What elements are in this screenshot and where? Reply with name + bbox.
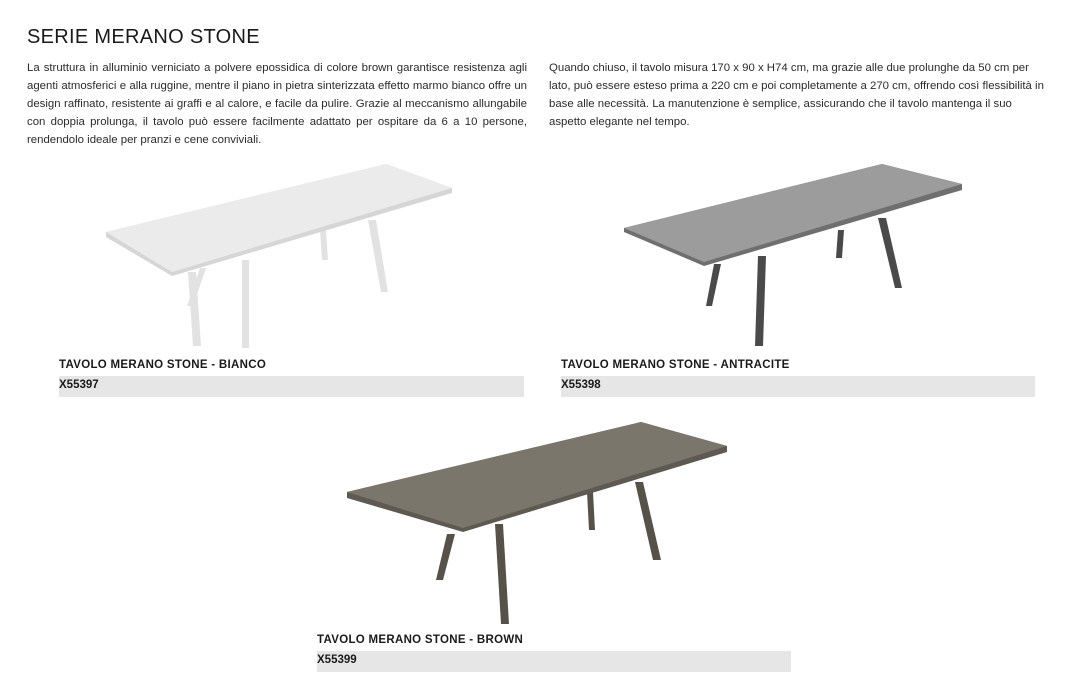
product-code-bar-brown (317, 651, 791, 672)
product-name-brown: TAVOLO MERANO STONE - BROWN (317, 634, 524, 646)
product-code-antracite: X55398 (561, 379, 601, 391)
product-image-antracite (620, 160, 965, 352)
table-illustration (343, 418, 731, 626)
page-title: SERIE MERANO STONE (27, 26, 260, 48)
product-code-bar-bianco (59, 376, 524, 397)
product-code-bianco: X55397 (59, 379, 99, 391)
product-name-antracite: TAVOLO MERANO STONE - ANTRACITE (561, 359, 790, 371)
table-illustration (620, 160, 965, 352)
table-illustration (100, 160, 460, 352)
intro-right-paragraph: Quando chiuso, il tavolo misura 170 x 90 x H74 cm, ma grazie alle due prolunghe da 50 cm per lato, può essere esteso prima a 220 cm e poi completamente a 270 cm, offrendo così flessibilità in base alle necessità. La manutenzione è semplice, assicurando che il tavolo mantenga il suo aspetto elegante nel tempo. (549, 62, 1044, 128)
product-name-bianco: TAVOLO MERANO STONE - BIANCO (59, 359, 267, 371)
product-image-brown (343, 418, 731, 626)
product-code-brown: X55399 (317, 654, 357, 666)
product-image-bianco (100, 160, 460, 352)
intro-left-paragraph: La struttura in alluminio verniciato a polvere epossidica di colore brown garantisce resistenza agli agenti atmosferici e alla ruggine, mentre il piano in pietra sinterizzata effetto marmo bianco offre un design raffinato, resistente ai graffi e al calore, e facile da pulire. Grazie al meccanismo allungabile con doppia prolunga, il tavolo può essere facilmente adattato per ospitare da 6 a 10 persone, rendendolo ideale per pranzi e cene conviviali. (27, 62, 527, 146)
product-code-bar-antracite (561, 376, 1035, 397)
